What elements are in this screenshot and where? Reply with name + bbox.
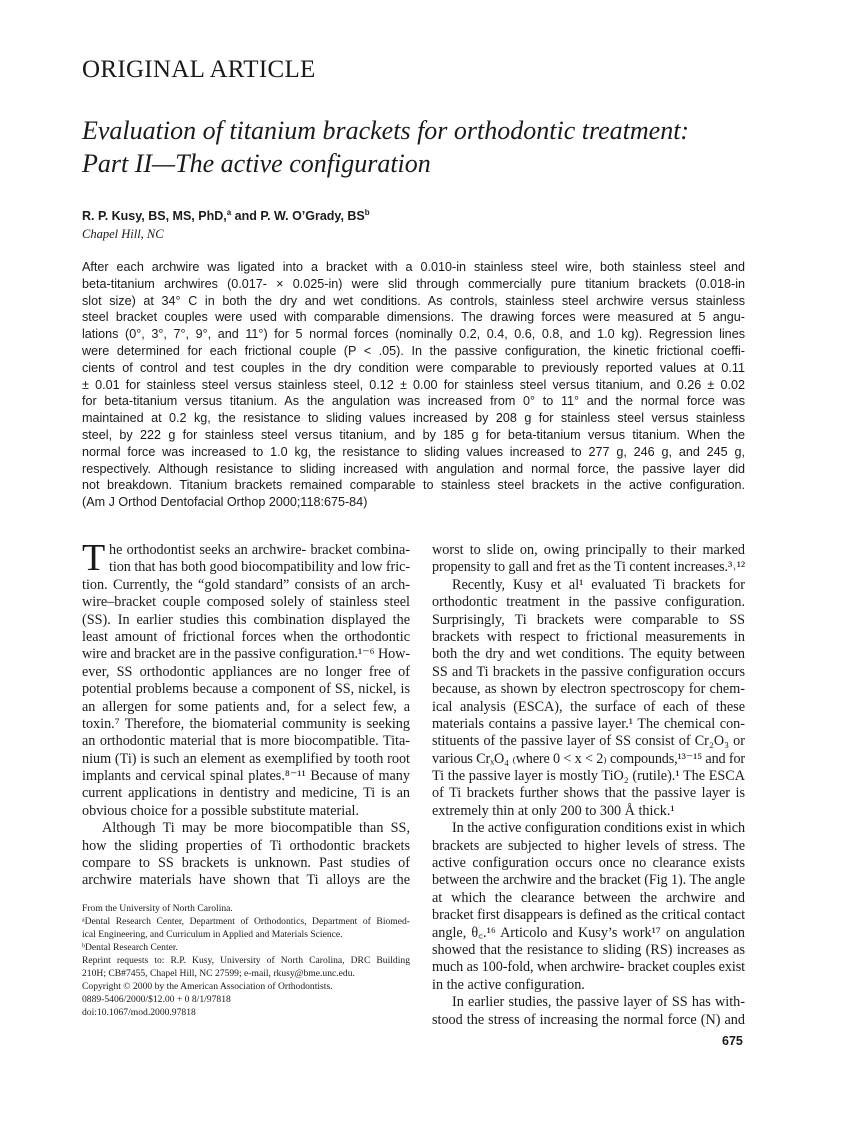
text-line: implants and cervical spinal plates.⁸⁻¹¹ Because of many bbox=[82, 768, 410, 785]
footnote-line: From the University of North Carolina. bbox=[82, 903, 233, 914]
text-line: compare to SS brackets is unknown. Past studies of bbox=[82, 855, 410, 872]
text-line: least amount of frictional forces when the orthodontic bbox=[82, 628, 410, 645]
abstract-line: maintained at 0.2 kg, the resistance to sliding values increased by 208 g for stainless steel versus stainless bbox=[82, 411, 745, 426]
abstract-line: beta-titanium archwires (0.017- × 0.025-in) were slid through commercially pure titanium brackets (0.018-in bbox=[82, 276, 745, 291]
abstract-line: were determined for each frictional couple (P < .05). In the passive configuration, the kinetic frictional coeffi- bbox=[82, 343, 745, 358]
paragraph bbox=[432, 542, 745, 577]
section-heading: ORIGINAL ARTICLE bbox=[82, 56, 316, 83]
text-line: Although Ti may be more biocompatible than SS, bbox=[102, 820, 410, 837]
body-column-left bbox=[82, 542, 410, 890]
author-location: Chapel Hill, NC bbox=[82, 227, 164, 241]
text-line: nium (Ti) is such an element as exemplified by tooth root bbox=[82, 750, 410, 767]
text-line: Recently, Kusy et al¹ evaluated Ti brackets for bbox=[452, 576, 745, 593]
text-line: how the sliding properties of Ti orthodontic brackets bbox=[82, 837, 410, 854]
text-line: current applications in dentistry and medicine, Ti is an bbox=[82, 785, 410, 802]
abstract-line: slot size) at 34° C in both the dry and wet conditions. As controls, stainless steel archwire versus stainless bbox=[82, 293, 745, 308]
title-line: Evaluation of titanium brackets for orthodontic treatment: bbox=[82, 116, 690, 145]
text-line: ever, SS orthodontic appliances are no longer free of bbox=[82, 663, 410, 680]
text-line: Ti the passive layer is mostly TiO₂ (rutile).¹ The ESCA bbox=[432, 768, 745, 785]
text-line: both the dry and wet conditions. The equity between bbox=[432, 646, 745, 663]
abstract-line: After each archwire was ligated into a bracket with a 0.010-in stainless steel wire, both stainless steel and bbox=[82, 260, 745, 274]
text-line: various CrₓO₄ ₍where 0 < x < 2₎ compounds,¹³⁻¹⁵ and for bbox=[432, 750, 745, 767]
text-line: potential problems because a component of SS, nickel, is bbox=[82, 681, 410, 698]
article-title bbox=[82, 114, 689, 180]
text-line: propensity to gall and fret as the Ti content increases.³˒¹² bbox=[432, 559, 745, 576]
text-line: wire and bracket are in the passive configuration.¹⁻⁶ How- bbox=[82, 646, 410, 663]
text-line: he orthodontist seeks an archwire- bracket combina- bbox=[109, 542, 410, 558]
text-line: toxin.⁷ Therefore, the biomaterial community is seeking bbox=[82, 715, 410, 732]
author-name: and P. W. O’Grady, BS bbox=[231, 209, 365, 224]
footnotes bbox=[82, 902, 410, 1019]
abstract-line: for beta-titanium versus titanium. As the angulation was increased from 0° to 11° and the normal force was bbox=[82, 394, 745, 409]
footnote-line: 210H; CB#7455, Chapel Hill, NC 27599; e-mail, rkusy@bme.unc.edu. bbox=[82, 968, 355, 979]
text-line: obvious choice for a possible substitute material. bbox=[82, 802, 359, 819]
text-line: showed that the resistance to sliding (RS) increases as bbox=[432, 941, 745, 958]
page-number: 675 bbox=[722, 1034, 743, 1048]
text-line: worst to slide on, owing principally to their marked bbox=[432, 542, 745, 558]
abstract bbox=[82, 259, 745, 511]
footnote-line: Reprint requests to: R.P. Kusy, University of North Carolina, DRC Building bbox=[82, 955, 410, 966]
footnote-line: doi:10.1067/mod.2000.97818 bbox=[82, 1007, 196, 1018]
footnote-line: ᵃDental Research Center, Department of Orthodontics, Department of Biomed- bbox=[82, 916, 410, 927]
paragraph bbox=[432, 994, 745, 1029]
text-line: archwire materials have shown that Ti alloys are the bbox=[82, 872, 410, 889]
paragraph bbox=[432, 820, 745, 994]
text-line: tion that has both good biocompatibility and low fric- bbox=[109, 559, 410, 576]
abstract-line: steel bracket couples were used with comparable dimensions. The drawing forces were measured at 5 angu- bbox=[82, 310, 745, 325]
text-line: bracket first disappears is defined as the critical contact bbox=[432, 907, 745, 924]
text-line: much as 100-fold, when archwire- bracket couples exist bbox=[432, 959, 745, 976]
abstract-line: not breakdown. Titanium brackets remained comparable to stainless steel brackets in the active configuration. bbox=[82, 478, 745, 493]
affiliation-mark: a bbox=[226, 208, 232, 217]
abstract-line: (Am J Orthod Dentofacial Orthop 2000;118:675-84) bbox=[82, 495, 368, 510]
author-name: R. P. Kusy, BS, MS, PhD, bbox=[82, 209, 227, 224]
text-line: In the active configuration conditions exist in which bbox=[452, 820, 745, 837]
text-line: orthodontic treatment in the passive configuration. bbox=[432, 594, 745, 611]
text-line: tion. Currently, the “gold standard” consists of an arch- bbox=[82, 576, 410, 593]
abstract-line: ± 0.01 for stainless steel versus stainless steel, 0.12 ± 0.00 for stainless steel versus titanium, and 0.26 ± 0.02 bbox=[82, 377, 745, 392]
abstract-line: cients of control and test couples in the dry condition were comparable to previously reported values at 0.11 bbox=[82, 360, 745, 375]
abstract-line: respectively. Although resistance to sliding increased with angulation and normal force, the passive layer did bbox=[82, 461, 745, 476]
text-line: (SS). In earlier studies this combination displayed the bbox=[82, 611, 410, 628]
body-column-right bbox=[432, 542, 745, 1029]
footnote-line: Copyright © 2000 by the American Association of Orthodontists. bbox=[82, 981, 333, 992]
text-line: wire–bracket couple composed solely of stainless steel bbox=[82, 594, 410, 611]
text-line: angle, θ꜀.¹⁶ Articolo and Kusy’s work¹⁷ on angulation bbox=[432, 924, 745, 941]
text-line: brackets are subjected to higher levels of stress. The bbox=[432, 837, 745, 854]
abstract-line: lations (0°, 3°, 7°, 9°, and 11°) for 5 normal forces (nominally 0.2, 0.4, 0.6, 0.8, and 1.0 kg). Regression lines bbox=[82, 327, 745, 342]
abstract-line: normal force was increased to 1.0 kg, the resistance to sliding values increased to 277 g, 246 g, and 245 g, bbox=[82, 444, 745, 459]
paragraph bbox=[432, 577, 745, 820]
text-line: an allergen for some patients and, for a select few, a bbox=[82, 698, 410, 715]
text-line: materials contains a passive layer.¹ The chemical con- bbox=[432, 715, 745, 732]
footnote-line: ical Engineering, and Curriculum in Applied and Materials Science. bbox=[82, 929, 343, 940]
text-line: Surprisingly, Ti brackets were comparable to SS bbox=[432, 611, 745, 628]
paragraph bbox=[82, 542, 410, 820]
abstract-line: steel, by 222 g for stainless steel versus titanium, and by 185 g for beta-titanium versus titanium. When the bbox=[82, 427, 745, 442]
text-line: in the active configuration. bbox=[432, 976, 585, 993]
text-line: SS and Ti brackets in the passive configuration occurs bbox=[432, 663, 745, 680]
paragraph bbox=[82, 820, 410, 890]
text-line: extremely thin at only 200 to 300 Å thick.¹ bbox=[432, 802, 675, 819]
text-line: of Ti brackets further shows that the passive layer is bbox=[432, 785, 745, 802]
text-line: ical analysis (ESCA), the surface of each of these bbox=[432, 698, 745, 715]
text-line: between the archwire and the bracket (Fig 1). The angle bbox=[432, 872, 745, 889]
text-line: because, as shown by electron spectroscopy for chem- bbox=[432, 681, 745, 698]
text-line: active configuration occurs once no clearance exists bbox=[432, 855, 745, 872]
text-line: In earlier studies, the passive layer of SS has with- bbox=[452, 994, 745, 1011]
footnote-line: ᵇDental Research Center. bbox=[82, 942, 178, 953]
text-line: at which the clearance between the archwire and bbox=[432, 889, 745, 906]
drop-cap: T bbox=[82, 537, 106, 579]
footnote-line: 0889-5406/2000/$12.00 + 0 8/1/97818 bbox=[82, 994, 231, 1005]
affiliation-mark: b bbox=[364, 208, 370, 217]
text-line: stituents of the passive layer of SS consist of Cr₂O₃ or bbox=[432, 733, 745, 750]
text-line: brackets with respect to frictional measurements in bbox=[432, 628, 745, 645]
text-line: stood the stress of increasing the normal force (N) and bbox=[432, 1011, 745, 1028]
text-line: an orthodontic material that is more biocompatible. Tita- bbox=[82, 733, 410, 750]
author-list bbox=[82, 208, 370, 223]
title-line: Part II—The active configuration bbox=[82, 149, 431, 178]
